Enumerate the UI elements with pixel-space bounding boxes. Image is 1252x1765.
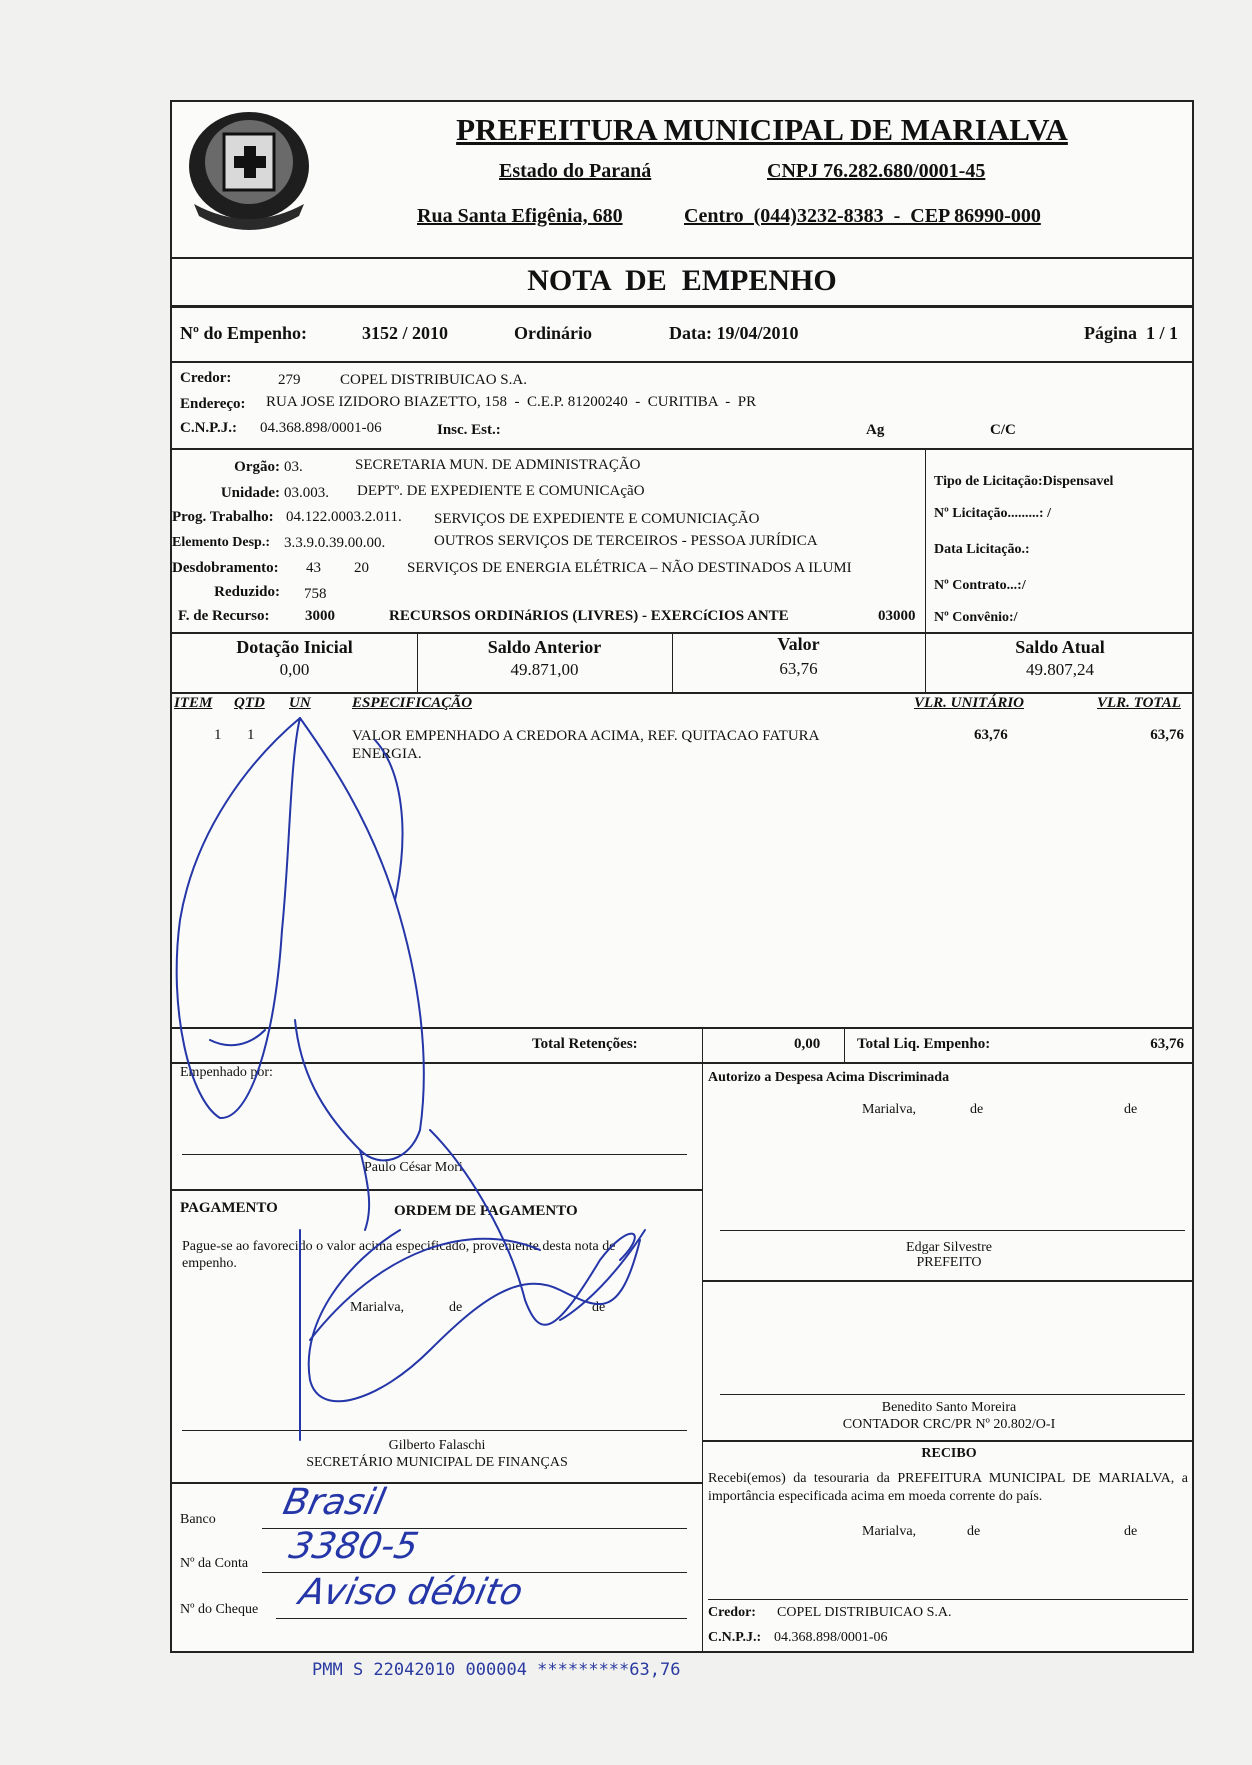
contrato-number: Nº Contrato...:/ — [934, 578, 1026, 593]
row-qtd: 1 — [247, 727, 255, 743]
banco-handwritten: Brasil — [279, 1482, 389, 1523]
recurso-code-2: 03000 — [878, 608, 916, 624]
prefeito-signature-line — [720, 1230, 1185, 1231]
insc-est-label: Insc. Est.: — [437, 422, 501, 438]
state-name: Estado do Paraná — [499, 160, 652, 182]
page-number: Página 1 / 1 — [1083, 323, 1178, 343]
unidade-code: 03.003. — [284, 485, 329, 501]
contador-signature-line — [720, 1394, 1185, 1395]
col-qtd-header: QTD — [234, 695, 265, 711]
recibo-de-2: de — [1124, 1524, 1138, 1539]
row-total-value: 63,76 — [1150, 727, 1184, 743]
saldo-anterior-value: 49.871,00 — [510, 660, 579, 679]
col-item-header: ITEM — [174, 695, 213, 711]
row-unit-value: 63,76 — [974, 727, 1008, 743]
pagamento-place: Marialva, — [350, 1300, 405, 1315]
banco-label: Banco — [180, 1512, 216, 1527]
contador-role: CONTADOR CRC/PR Nº 20.802/O-I — [842, 1417, 1056, 1432]
empenho-date: Data: 19/04/2010 — [669, 323, 799, 343]
autorizo-de-1: de — [970, 1102, 984, 1117]
header-contact: Centro (044)3232-8383 - CEP 86990-000 — [684, 205, 1041, 227]
unidade-label: Unidade: — [220, 485, 280, 501]
ordem-pagamento-label: ORDEM DE PAGAMENTO — [394, 1203, 578, 1219]
empenho-number-label: Nº do Empenho: — [180, 323, 307, 343]
contador-name: Benedito Santo Moreira — [881, 1400, 1017, 1415]
empenhado-signer: Paulo César Mori — [364, 1160, 463, 1175]
total-liquido-value: 63,76 — [1150, 1036, 1184, 1052]
pagamento-text: Pague-se ao favorecido o valor acima especificado, proveniente desta nota de empenho. — [182, 1239, 616, 1271]
municipal-crest-logo — [174, 104, 324, 234]
recurso-name: RECURSOS ORDINáRIOS (LIVRES) - EXERCíCIOS ANTE — [389, 608, 789, 624]
prog-trabalho-label: Prog. Trabalho: — [172, 509, 274, 525]
reduzido-value: 758 — [304, 586, 327, 602]
saldo-atual-value: 49.807,24 — [1026, 660, 1094, 679]
total-retencoes-label: Total Retenções: — [532, 1036, 638, 1052]
address-label: Endereço: — [180, 396, 246, 412]
credor-cnpj: 04.368.898/0001-06 — [260, 420, 382, 436]
elemento-label: Elemento Desp.: — [172, 535, 270, 550]
col-vlr-unitario-header: VLR. UNITÁRIO — [914, 695, 1025, 711]
orgao-name: SECRETARIA MUN. DE ADMINISTRAÇÃO — [355, 457, 641, 473]
recibo-text: Recebi(emos) da tesouraria da PREFEITURA MUNICIPAL DE MARIALVA, a importância especificada acima em moeda corrente do país. — [708, 1471, 1188, 1504]
valor-value: 63,76 — [779, 659, 818, 678]
credor-address: RUA JOSE IZIDORO BIAZETTO, 158 - C.E.P. 81200240 - CURITIBA - PR — [266, 394, 757, 410]
municipality-title: PREFEITURA MUNICIPAL DE MARIALVA — [456, 112, 1068, 147]
pagamento-signer: Gilberto Falaschi — [388, 1438, 486, 1453]
col-especificacao-header: ESPECIFICAÇÃO — [352, 695, 473, 711]
autorizo-de-2: de — [1124, 1102, 1138, 1117]
pagamento-signature-line — [182, 1430, 687, 1431]
orgao-label: Orgão: — [234, 459, 280, 475]
prefeito-name: Edgar Silvestre — [906, 1240, 992, 1255]
prog-trabalho-code: 04.122.0003.2.011. — [286, 509, 402, 525]
header-cnpj: CNPJ 76.282.680/0001-45 — [767, 160, 986, 182]
cheque-handwritten: Aviso débito — [295, 1572, 527, 1613]
recibo-credor-label: Credor: — [708, 1605, 756, 1620]
empenho-type: Ordinário — [514, 323, 593, 343]
elemento-name: OUTROS SERVIÇOS DE TERCEIROS - PESSOA JURÍDICA — [434, 533, 818, 549]
recibo-de-1: de — [967, 1524, 981, 1539]
empenhado-por-label: Empenhado por: — [180, 1065, 273, 1080]
saldo-anterior-label: Saldo Anterior — [487, 637, 602, 657]
col-vlr-total-header: VLR. TOTAL — [1097, 695, 1181, 711]
agency-label: Ag — [866, 422, 885, 438]
unidade-name: DEPTº. DE EXPEDIENTE E COMUNICAçãO — [357, 483, 645, 499]
recurso-code: 3000 — [305, 608, 335, 624]
recibo-cnpj-label: C.N.P.J.: — [708, 1630, 762, 1645]
reduzido-label: Reduzido: — [214, 584, 280, 600]
convenio-number: Nº Convênio:/ — [934, 610, 1018, 625]
dotacao-label: Dotação Inicial — [236, 637, 353, 657]
recibo-signature-line — [708, 1599, 1188, 1600]
row-specification: VALOR EMPENHADO A CREDORA ACIMA, REF. QUITACAO FATURA ENERGIA. — [352, 728, 819, 762]
bottom-print-stamp: PMM S 22042010 000004 *********63,76 — [312, 1660, 681, 1680]
credor-name: COPEL DISTRIBUICAO S.A. — [340, 372, 527, 388]
pagamento-label: PAGAMENTO — [180, 1200, 278, 1216]
header-address: Rua Santa Efigênia, 680 — [417, 205, 623, 227]
saldo-atual-label: Saldo Atual — [1015, 637, 1105, 657]
desdobramento-name: SERVIÇOS DE ENERGIA ELÉTRICA – NÃO DESTINADOS A ILUMI — [407, 560, 852, 576]
col-un-header: UN — [289, 695, 311, 711]
dotacao-value: 0,00 — [279, 660, 310, 679]
licitacao-date: Data Licitação.: — [934, 542, 1030, 557]
prefeito-role: PREFEITO — [916, 1255, 982, 1270]
licitacao-number: Nº Licitação.........: / — [934, 506, 1051, 521]
account-label: C/C — [990, 422, 1016, 438]
nota-de-empenho-form — [170, 100, 1194, 1653]
desdobramento-a: 43 — [306, 560, 321, 576]
recibo-credor-name: COPEL DISTRIBUICAO S.A. — [777, 1605, 952, 1620]
credor-code: 279 — [278, 372, 301, 388]
recibo-title: RECIBO — [921, 1446, 977, 1461]
total-retencoes-value: 0,00 — [794, 1036, 821, 1052]
conta-label: Nº da Conta — [180, 1556, 249, 1571]
valor-label: Valor — [777, 634, 820, 654]
recibo-cnpj: 04.368.898/0001-06 — [774, 1630, 888, 1645]
pagamento-de-1: de — [449, 1300, 463, 1315]
empenhado-signature-line — [182, 1154, 687, 1155]
cheque-line — [276, 1618, 687, 1619]
desdobramento-b: 20 — [354, 560, 369, 576]
tipo-licitacao: Tipo de Licitação:Dispensavel — [934, 474, 1114, 489]
prog-trabalho-name: SERVIÇOS DE EXPEDIENTE E COMUNICIAÇÃO — [434, 511, 760, 527]
recurso-label: F. de Recurso: — [178, 608, 270, 624]
desdobramento-label: Desdobramento: — [172, 560, 279, 576]
row-item: 1 — [214, 727, 222, 743]
autorizo-place: Marialva, — [862, 1102, 917, 1117]
document-title: NOTA DE EMPENHO — [527, 264, 837, 297]
cheque-label: Nº do Cheque — [180, 1602, 259, 1617]
orgao-code: 03. — [284, 459, 303, 475]
pagamento-signer-role: SECRETÁRIO MUNICIPAL DE FINANÇAS — [306, 1455, 568, 1470]
autorizo-label: Autorizo a Despesa Acima Discriminada — [708, 1070, 950, 1085]
elemento-code: 3.3.9.0.39.00.00. — [284, 535, 386, 551]
conta-handwritten: 3380-5 — [285, 1526, 422, 1567]
cnpj-label: C.N.P.J.: — [180, 420, 237, 436]
empenho-number: 3152 / 2010 — [362, 323, 449, 343]
pagamento-de-2: de — [592, 1300, 606, 1315]
total-liquido-label: Total Liq. Empenho: — [857, 1036, 991, 1052]
credor-label: Credor: — [180, 370, 232, 386]
recibo-place: Marialva, — [862, 1524, 917, 1539]
